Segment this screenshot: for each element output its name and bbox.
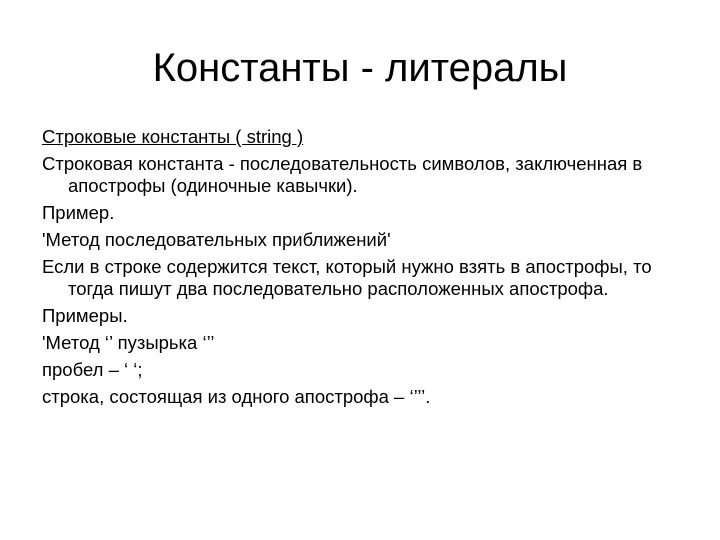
body-paragraph: 'Метод последовательных приближений'	[42, 229, 391, 250]
body-paragraph: 'Метод ‘’ пузырька ‘’’	[42, 332, 215, 353]
body-paragraph: пробел – ‘ ‘;	[42, 359, 143, 380]
body-paragraph: Пример.	[42, 202, 115, 223]
section-heading: Строковые константы ( string )	[42, 126, 304, 147]
body-paragraph: Примеры.	[42, 305, 128, 326]
body-paragraph: строка, состоящая из одного апострофа – ‘’’’.	[42, 386, 431, 407]
slide-title: Константы - литералы	[152, 46, 568, 90]
slide-body	[42, 126, 682, 413]
body-paragraph: Строковая константа - последовательность символов, заключенная в апострофы (одиночные кавычки).	[42, 153, 643, 196]
body-paragraph: Если в строке содержится текст, который нужно взять в апострофы, то тогда пишут два последовательно расположенных апострофа.	[42, 256, 652, 299]
